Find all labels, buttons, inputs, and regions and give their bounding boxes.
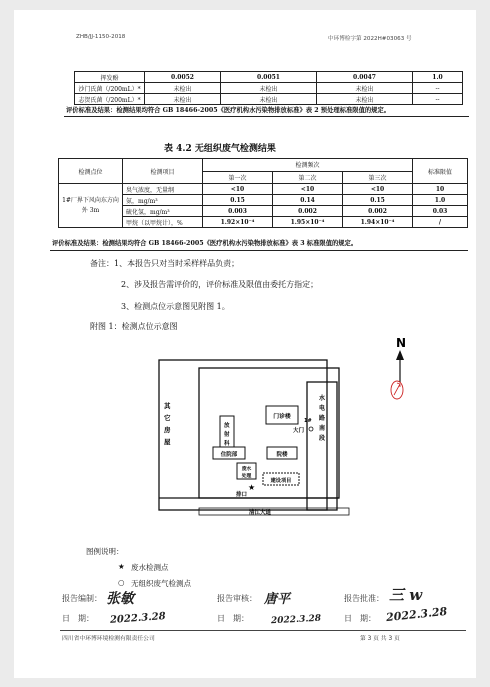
header-third: 第三次 xyxy=(343,171,413,184)
south-road-label: 清江大道 xyxy=(249,510,272,516)
table-cell: <10 xyxy=(203,184,273,195)
sampling-point-line1: 1#厂界下风向东方向 xyxy=(62,196,119,204)
wastewater-table xyxy=(74,71,463,105)
sampling-point-line2: 外 3m xyxy=(81,206,100,214)
divider xyxy=(50,250,468,251)
table2-evaluation: 评价标准及结果：检测结果均符合 GB 18466-2005《医疗机构水污染物排放标准》表 3 标准限值的规定。 xyxy=(52,240,358,247)
table-cell: 未检出 xyxy=(145,83,221,94)
note-2: 2、涉及报告需评价的，评价标准及限值由委托方指定； xyxy=(121,280,319,289)
table-cell: 臭气浓度，无量纲 xyxy=(123,184,203,195)
svg-text:建设项目: 建设项目 xyxy=(270,478,292,484)
legend-star: 废水检测点 xyxy=(131,563,169,572)
site-map xyxy=(124,330,454,525)
table-row xyxy=(75,72,463,83)
header-limit: 标准限值 xyxy=(413,159,468,184)
legend-circle: 无组织废气检测点 xyxy=(131,579,191,588)
author-signature: 张敏 xyxy=(106,591,134,607)
header-second: 第二次 xyxy=(273,171,343,184)
date-label-3: 日 期： xyxy=(344,614,376,623)
svg-text:废水: 废水 xyxy=(241,467,252,472)
east-label-4: 南 xyxy=(319,425,326,432)
table-cell: 0.03 xyxy=(413,206,468,217)
table-cell: 未检出 xyxy=(317,94,413,105)
construction-project xyxy=(263,473,299,485)
date-1: 2022.3.28 xyxy=(109,611,166,626)
page-number: 第 3 页 共 3 页 xyxy=(360,636,400,642)
table-cell: 硫化氢，mg/m³ xyxy=(123,206,203,217)
reviewer-label: 报告审核： xyxy=(217,594,257,603)
svg-text:科: 科 xyxy=(224,441,230,447)
table-cell: 1.92×10⁻⁴ xyxy=(203,217,273,228)
east-label-1: 水 xyxy=(319,395,326,402)
legend-star-icon: ★ xyxy=(118,562,125,571)
table-cell: 1.94×10⁻⁴ xyxy=(343,217,413,228)
table-cell: -- xyxy=(413,94,463,105)
header-first: 第一次 xyxy=(203,171,273,184)
legend-circle-icon: ○ xyxy=(118,578,125,587)
table-row xyxy=(75,83,463,94)
svg-text:院楼: 院楼 xyxy=(276,452,288,458)
table-cell: <10 xyxy=(273,184,343,195)
header-item: 检测项目 xyxy=(123,159,203,184)
svg-text:放: 放 xyxy=(224,423,230,429)
report-page xyxy=(14,10,476,678)
reviewer-signature: 唐平 xyxy=(264,592,291,607)
table-cell: -- xyxy=(413,83,463,94)
table-cell: 0.0047 xyxy=(317,72,413,83)
author-label: 报告编制： xyxy=(62,594,102,603)
report-number: 中环博检字第 2022H#03063 号 xyxy=(328,36,412,42)
table-cell: 0.002 xyxy=(343,206,413,217)
east-label-2: 电 xyxy=(319,405,326,412)
gas-point-circle-icon xyxy=(309,427,313,431)
table-cell: 1.95×10⁻⁴ xyxy=(273,217,343,228)
north-label: N xyxy=(396,336,407,350)
header-frequency: 检测频次 xyxy=(203,159,413,172)
table-cell: 0.15 xyxy=(343,195,413,206)
table-cell: / xyxy=(413,217,468,228)
table-cell: 氨，mg/m³ xyxy=(123,195,203,206)
table-cell: 未检出 xyxy=(221,83,317,94)
approver-label: 报告批准： xyxy=(344,594,384,603)
table-row xyxy=(75,94,463,105)
table-cell: 未检出 xyxy=(145,94,221,105)
table-cell: 0.0052 xyxy=(145,72,221,83)
note-3: 3、检测点位示意图见附图 1。 xyxy=(121,302,230,311)
ward-building xyxy=(267,447,297,459)
table-cell: 志贺氏菌（/200mL）* xyxy=(75,94,145,105)
sampling-point xyxy=(59,184,123,228)
table-cell: 未检出 xyxy=(221,94,317,105)
gate-label: 大门 xyxy=(293,428,305,434)
east-label-3: 路 xyxy=(319,415,326,422)
clinic-building xyxy=(266,406,298,424)
west-area-border xyxy=(159,360,327,510)
wind-direction-icon xyxy=(391,381,403,399)
wastewater-treatment xyxy=(237,463,256,479)
table-header-row xyxy=(59,159,468,172)
wastewater-star-icon: ★ xyxy=(248,483,256,492)
header-point: 检测点位 xyxy=(59,159,123,184)
table-cell: <10 xyxy=(343,184,413,195)
table2-title: 表 4.2 无组织废气检测结果 xyxy=(164,144,276,154)
legend-title: 图例说明： xyxy=(86,547,124,556)
north-arrow xyxy=(396,336,406,382)
svg-text:住院部: 住院部 xyxy=(220,452,238,458)
table1-evaluation: 评价标准及结果：检测结果均符合 GB 18466-2005《医疗机构水污染物排放标准》表 2 预处理标准限值的规定。 xyxy=(66,107,391,114)
date-label-1: 日 期： xyxy=(62,614,94,623)
east-label-5: 段 xyxy=(319,435,326,442)
table-cell: 沙门氏菌（/200mL）* xyxy=(75,83,145,94)
divider xyxy=(64,116,469,117)
table-cell: 未检出 xyxy=(317,83,413,94)
table-cell: 1.0 xyxy=(413,195,468,206)
date-3: 2022.3.28 xyxy=(385,604,448,625)
inpatient-building xyxy=(213,447,245,459)
outlet-label: 排口 xyxy=(236,492,248,498)
table-cell: 1.0 xyxy=(413,72,463,83)
table-cell: 甲烷（以甲烷计），% xyxy=(123,217,203,228)
table-cell: 0.15 xyxy=(203,195,273,206)
table-cell: 0.14 xyxy=(273,195,343,206)
note-1: 备注：1、本报告只对当时采样样品负责； xyxy=(90,259,240,268)
date-label-2: 日 期： xyxy=(217,614,249,623)
table-cell: 挥发酚 xyxy=(75,72,145,83)
exhaust-gas-table xyxy=(58,158,468,228)
west-label-1: 其 xyxy=(164,402,171,410)
company-name: 四川省中环博环境检测有限责任公司 xyxy=(62,636,155,642)
doc-code: ZHB/JJ-1150-2018 xyxy=(76,34,126,40)
west-label-2: 它 xyxy=(164,414,171,422)
table-cell: 0.002 xyxy=(273,206,343,217)
svg-text:射: 射 xyxy=(224,432,230,438)
figure-caption: 附图 1：检测点位示意图 xyxy=(90,322,178,331)
table-row xyxy=(59,184,468,195)
date-2: 2022.3.28 xyxy=(270,613,322,627)
table-cell: 0.003 xyxy=(203,206,273,217)
footer-divider xyxy=(60,630,466,631)
svg-text:处理: 处理 xyxy=(241,474,252,479)
point-label: 1# xyxy=(304,418,312,424)
west-label-4: 屋 xyxy=(164,438,171,446)
approver-signature: 三 w xyxy=(389,586,423,604)
table-cell: 10 xyxy=(413,184,468,195)
table-cell: 0.0051 xyxy=(221,72,317,83)
west-label-3: 房 xyxy=(164,426,171,434)
svg-text:门诊楼: 门诊楼 xyxy=(273,414,291,420)
